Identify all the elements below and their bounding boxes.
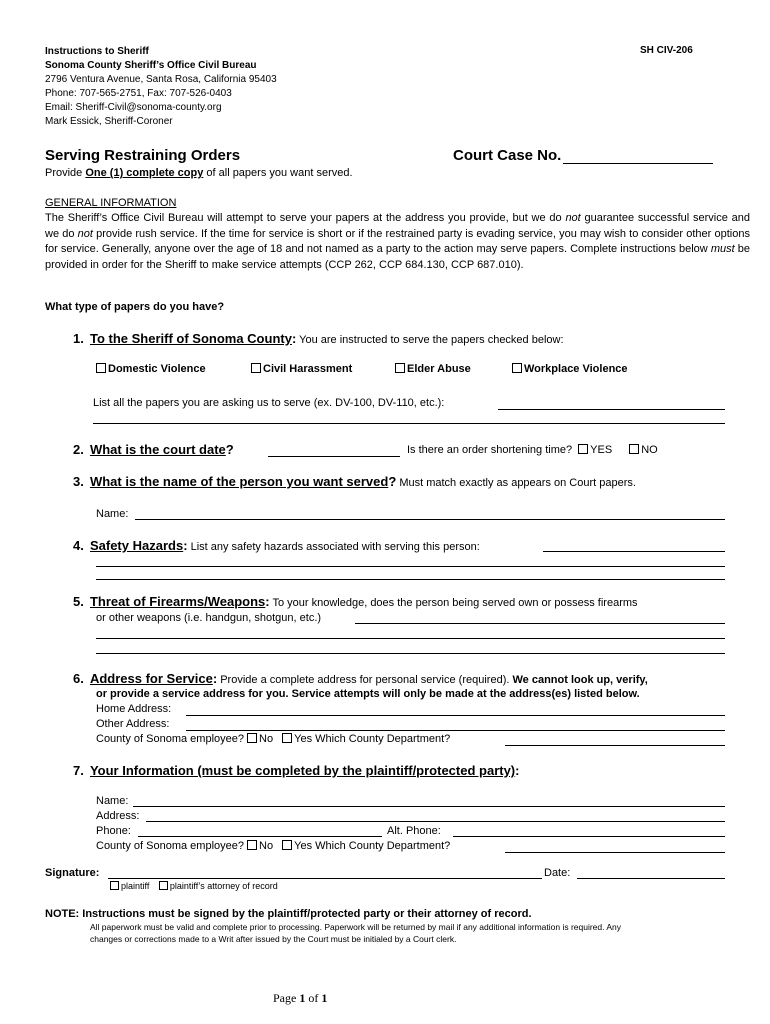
page-total: 1 (321, 991, 328, 1005)
q7-number: 7. (73, 763, 84, 778)
q3-desc: Must match exactly as appears on Court papers. (399, 477, 636, 489)
employee-no-label: No (259, 840, 274, 852)
header-line-3: 2796 Ventura Avenue, Santa Rosa, California 95403 (45, 74, 277, 85)
employee-yes-checkbox[interactable] (282, 733, 292, 743)
weapons-input-3[interactable] (96, 653, 725, 654)
hazards-input-2[interactable] (96, 566, 725, 567)
option-label: Civil Harassment (263, 363, 353, 375)
home-address-input[interactable] (186, 715, 725, 716)
plaintiff-phone-input[interactable] (138, 836, 382, 837)
served-name-input[interactable] (135, 519, 725, 520)
gi-em-1: not (565, 212, 581, 224)
header-line-4: Phone: 707-565-2751, Fax: 707-526-0403 (45, 88, 232, 99)
option-label: Workplace Violence (524, 363, 628, 375)
q7-heading: Your Information (must be completed by the plaintiff/protected party) (89, 763, 516, 778)
note-line-1: All paperwork must be valid and complete prior to processing. Paperwork will be returned by mail if any additional information is required. Any (90, 922, 622, 932)
q3-name-label: Name: (96, 508, 129, 520)
signer-options (110, 881, 278, 891)
hazards-input-1[interactable] (543, 551, 725, 552)
employee-no-checkbox[interactable] (247, 733, 257, 743)
q7-alt-phone-label: Alt. Phone: (387, 825, 441, 837)
attorney-label: plaintiff’s attorney of record (169, 881, 278, 891)
q6-colon: : (212, 671, 218, 686)
q4-colon: : (183, 538, 188, 553)
q6-number: 6. (73, 671, 84, 686)
q2-qmark: ? (225, 442, 234, 457)
q1-colon: : (291, 331, 297, 346)
q3-number: 3. (73, 474, 84, 489)
q5-desc-2: or other weapons (i.e. handgun, shotgun, etc.) (96, 612, 322, 624)
page-num: 1 (299, 991, 306, 1005)
general-info-body (45, 211, 750, 273)
q1-list-input-2[interactable] (93, 423, 725, 424)
form-number: SH CIV-206 (640, 45, 693, 56)
option-workplace-violence[interactable] (512, 363, 628, 375)
q7-heading-row (73, 763, 520, 778)
option-label: Elder Abuse (407, 363, 471, 375)
q6-heading-row (73, 671, 648, 686)
q6-desc: Provide a complete address for personal service (required). (220, 674, 510, 686)
provide-pre: Provide (45, 167, 86, 179)
option-domestic-violence[interactable] (96, 363, 206, 375)
page-number (273, 991, 327, 1006)
q2-number: 2. (73, 442, 84, 457)
hazards-input-3[interactable] (96, 579, 725, 580)
q5-heading: Threat of Firearms/Weapons (89, 594, 266, 609)
q4-heading-row (73, 538, 480, 553)
plaintiff-address-input[interactable] (146, 821, 725, 822)
q7-phone-label: Phone: (96, 825, 131, 837)
q4-desc: List any safety hazards associated with serving this person: (190, 541, 480, 553)
q1-heading: To the Sheriff of Sonoma County (89, 331, 292, 346)
home-address-label: Home Address: (96, 703, 172, 715)
plaintiff-name-input[interactable] (133, 806, 725, 807)
shortening-row (407, 444, 658, 456)
gi-text-4: be provided in order for the Sheriff to make service attempts (CCP 262, CCP 684.130, CCP 687.010). (45, 243, 750, 271)
gi-em-2: not (77, 227, 93, 240)
q6-employee-row (96, 733, 450, 745)
header-line-1: Instructions to Sheriff (45, 46, 149, 57)
q2-heading-row (73, 442, 234, 457)
date-input[interactable] (577, 878, 725, 879)
provide-emph: One (1) complete copy (85, 167, 204, 179)
q6-heading: Address for Service (89, 671, 213, 686)
weapons-input-2[interactable] (96, 638, 725, 639)
note-heading: NOTE: Instructions must be signed by the plaintiff/protected party or their attorney of record. (45, 908, 532, 920)
yes-label: YES (590, 444, 613, 456)
q3-heading: What is the name of the person you want served (89, 474, 389, 489)
page-title: Serving Restraining Orders (45, 147, 241, 164)
header-line-2: Sonoma County Sheriff’s Office Civil Bureau (45, 60, 257, 71)
provide-post: of all papers you want served. (203, 167, 353, 179)
yes-checkbox[interactable] (578, 444, 588, 454)
q4-heading: Safety Hazards (89, 538, 184, 553)
plaintiff-alt-phone-input[interactable] (453, 836, 725, 837)
q6-bold-1: We cannot look up, verify, (512, 674, 648, 686)
other-address-label: Other Address: (96, 718, 170, 730)
weapons-input-1[interactable] (355, 623, 725, 624)
note-body (90, 921, 621, 945)
employee-yes-label: Yes Which County Department? (294, 733, 451, 745)
employee-no-checkbox[interactable] (247, 840, 257, 850)
option-civil-harassment[interactable] (251, 363, 352, 375)
q5-number: 5. (73, 594, 84, 609)
checkbox[interactable] (96, 363, 106, 373)
signature-label: Signature: (45, 867, 100, 879)
q7-name-label: Name: (96, 795, 129, 807)
page-pre: Page (273, 991, 300, 1005)
option-label: Domestic Violence (108, 363, 206, 375)
no-label: NO (641, 444, 658, 456)
gi-text-2: guarantee successful service and we do (45, 212, 750, 240)
court-date-input[interactable] (268, 456, 400, 457)
header-line-5: Email: Sheriff-Civil@sonoma-county.org (45, 102, 222, 113)
q1-heading-row (73, 331, 564, 346)
q6-department-input[interactable] (505, 745, 725, 746)
plaintiff-label: plaintiff (121, 881, 150, 891)
q1-list-label: List all the papers you are asking us to serve (ex. DV-100, DV-110, etc.): (93, 397, 445, 409)
court-case-field (453, 147, 713, 164)
no-checkbox[interactable] (629, 444, 639, 454)
q2-heading: What is the court date (89, 442, 226, 457)
general-info-heading: GENERAL INFORMATION (45, 197, 177, 209)
q5-heading-row (73, 594, 638, 609)
q4-number: 4. (73, 538, 84, 553)
q7-colon: : (515, 763, 520, 778)
checkbox[interactable] (395, 363, 405, 373)
option-elder-abuse[interactable] (395, 363, 471, 375)
provide-instruction (45, 167, 353, 179)
q3-qmark: ? (388, 474, 397, 489)
employee-label: County of Sonoma employee? (96, 733, 244, 745)
attorney-checkbox[interactable] (159, 881, 168, 890)
q5-desc-1: To your knowledge, does the person being served own or possess firearms (272, 597, 638, 609)
q7-department-input[interactable] (505, 852, 725, 853)
court-case-label: Court Case No. (453, 147, 562, 164)
q5-colon: : (265, 594, 270, 609)
employee-yes-label: Yes Which County Department? (294, 840, 451, 852)
employee-label: County of Sonoma employee? (96, 840, 244, 852)
employee-no-label: No (259, 733, 274, 745)
q7-employee-row (96, 840, 450, 852)
header-block (45, 45, 277, 129)
q1-desc: You are instructed to serve the papers checked below: (299, 334, 564, 346)
court-case-input[interactable] (563, 149, 713, 164)
checkbox[interactable] (251, 363, 261, 373)
other-address-input[interactable] (186, 730, 725, 731)
q1-list-input[interactable] (498, 409, 725, 410)
page-mid: of (305, 991, 322, 1005)
q7-address-label: Address: (96, 810, 140, 822)
shortening-label: Is there an order shortening time? (407, 444, 573, 456)
plaintiff-checkbox[interactable] (110, 881, 119, 890)
date-label: Date: (544, 867, 571, 879)
q1-number: 1. (73, 331, 84, 346)
note-line-2: changes or corrections made to a Writ after issued by the Court must be initialed by a Court clerk. (90, 934, 457, 944)
q3-heading-row (73, 474, 636, 489)
signature-input[interactable] (108, 878, 542, 879)
header-line-6: Mark Essick, Sheriff-Coroner (45, 116, 173, 127)
gi-text-3: provide rush service. If the time for service is short or if the restrained party is evading service, you may wish to consider other options for service. Generally, anyone over the age of 18 and not named as a party to the action may serve papers. Complete instructions below (45, 227, 750, 255)
papers-type-question: What type of papers do you have? (45, 301, 225, 313)
gi-text-1: The Sheriff’s Office Civil Bureau will attempt to serve your papers at the address you provide, but we do (45, 212, 566, 224)
employee-yes-checkbox[interactable] (282, 840, 292, 850)
q6-bold-2: or provide a service address for you. Service attempts will only be made at the address(es) listed below. (96, 688, 640, 700)
gi-em-3: must (710, 243, 735, 255)
checkbox[interactable] (512, 363, 522, 373)
